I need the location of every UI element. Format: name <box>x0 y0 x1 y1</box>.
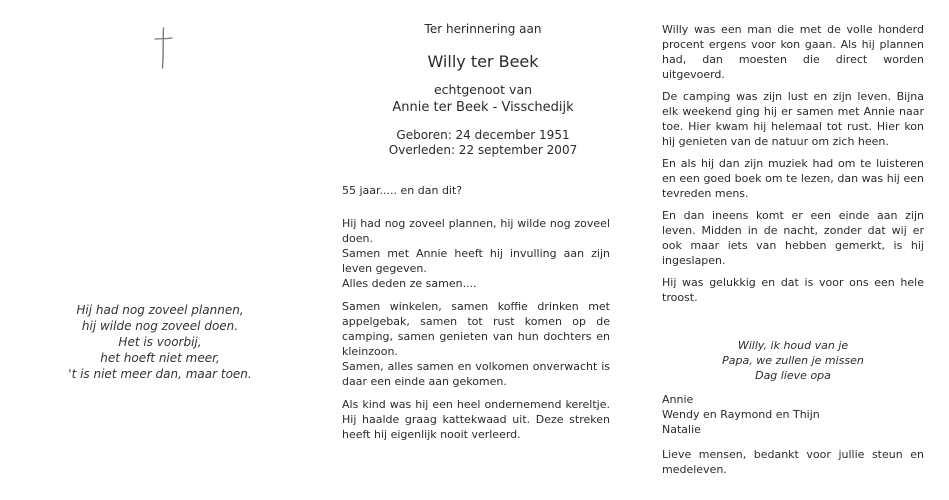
biography-paragraph: Hij had nog zoveel plannen, hij wilde nog zoveel doen. <box>342 217 610 245</box>
biography-paragraph: Als kind was hij een heel ondernemend kereltje. Hij haalde graag kattekwaad uit. Deze streken heeft hij eigenlijk nooit verleerd. <box>342 398 610 441</box>
life-dates <box>330 128 636 158</box>
age-line: 55 jaar..... en dan dit? <box>342 184 463 197</box>
biography-text <box>342 216 610 442</box>
cross-icon <box>153 26 173 70</box>
tribute-paragraph: Hij was gelukkig en dat is voor ons een hele troost. <box>662 276 924 304</box>
poem-line: hij wilde nog zoveel doen. <box>81 319 239 333</box>
middle-panel <box>330 0 636 500</box>
spouse-intro: echtgenoot van <box>433 82 533 97</box>
memorial-poem <box>30 302 290 382</box>
family-member: Natalie <box>662 423 701 436</box>
poem-line: het hoeft niet meer, <box>100 351 220 365</box>
poem-line: Hij had nog zoveel plannen, <box>76 303 244 317</box>
death-date: Overleden: 22 september 2007 <box>388 143 578 157</box>
deceased-name: Willy ter Beek <box>427 52 539 71</box>
right-panel <box>662 0 924 500</box>
farewell-line: Willy, ik houd van je <box>737 339 849 352</box>
tribute-paragraph: En als hij dan zijn muziek had om te luisteren en een goed boek om te lezen, dan was hij een tevreden mens. <box>662 157 924 200</box>
poem-line: Het is voorbij, <box>118 335 202 349</box>
family-names <box>662 392 924 437</box>
farewell-line: Papa, we zullen je missen <box>722 354 864 367</box>
age-line-block <box>342 183 610 198</box>
birth-date: Geboren: 24 december 1951 <box>396 128 570 142</box>
remembrance-intro: Ter herinnering aan <box>424 22 542 36</box>
spouse-name: Annie ter Beek - Visschedijk <box>392 100 574 115</box>
tribute-paragraph: De camping was zijn lust en zijn leven. Bijna elk weekend ging hij er samen met Annie naar toe. Hier kwam hij helemaal tot rust. Hier kon hij genieten van de natuur om zich heen. <box>662 90 924 148</box>
biography-paragraph: Samen winkelen, samen koffie drinken met appelgebak, samen tot rust komen op de camping, samen genieten van hun dochters en kleinzoon. <box>342 300 610 358</box>
tribute-paragraph: En dan ineens komt er een einde aan zijn leven. Midden in de nacht, zonder dat wij er ook maar iets van hebben gemerkt, is hij ingeslapen. <box>662 209 924 267</box>
farewell-poem <box>662 338 924 383</box>
family-member: Annie <box>662 393 694 406</box>
thanks-text: Lieve mensen, bedankt voor jullie steun en medeleven. <box>662 448 924 476</box>
biography-paragraph: Samen met Annie heeft hij invulling aan zijn leven gegeven. <box>342 247 610 275</box>
family-member: Wendy en Raymond en Thijn <box>662 408 820 421</box>
poem-line: 't is niet meer dan, maar toen. <box>68 367 252 381</box>
thanks-block <box>662 447 924 477</box>
biography-paragraph: Alles deden ze samen.... <box>342 277 477 290</box>
tribute-text <box>662 22 924 305</box>
tribute-paragraph: Willy was een man die met de volle honderd procent ergens voor kon gaan. Als hij plannen had, dan moesten die direct worden uitgevoerd. <box>662 23 924 81</box>
farewell-line: Dag lieve opa <box>755 369 831 382</box>
left-panel <box>0 0 322 500</box>
biography-paragraph: Samen, alles samen en volkomen onverwacht is daar een einde aan gekomen. <box>342 360 610 388</box>
